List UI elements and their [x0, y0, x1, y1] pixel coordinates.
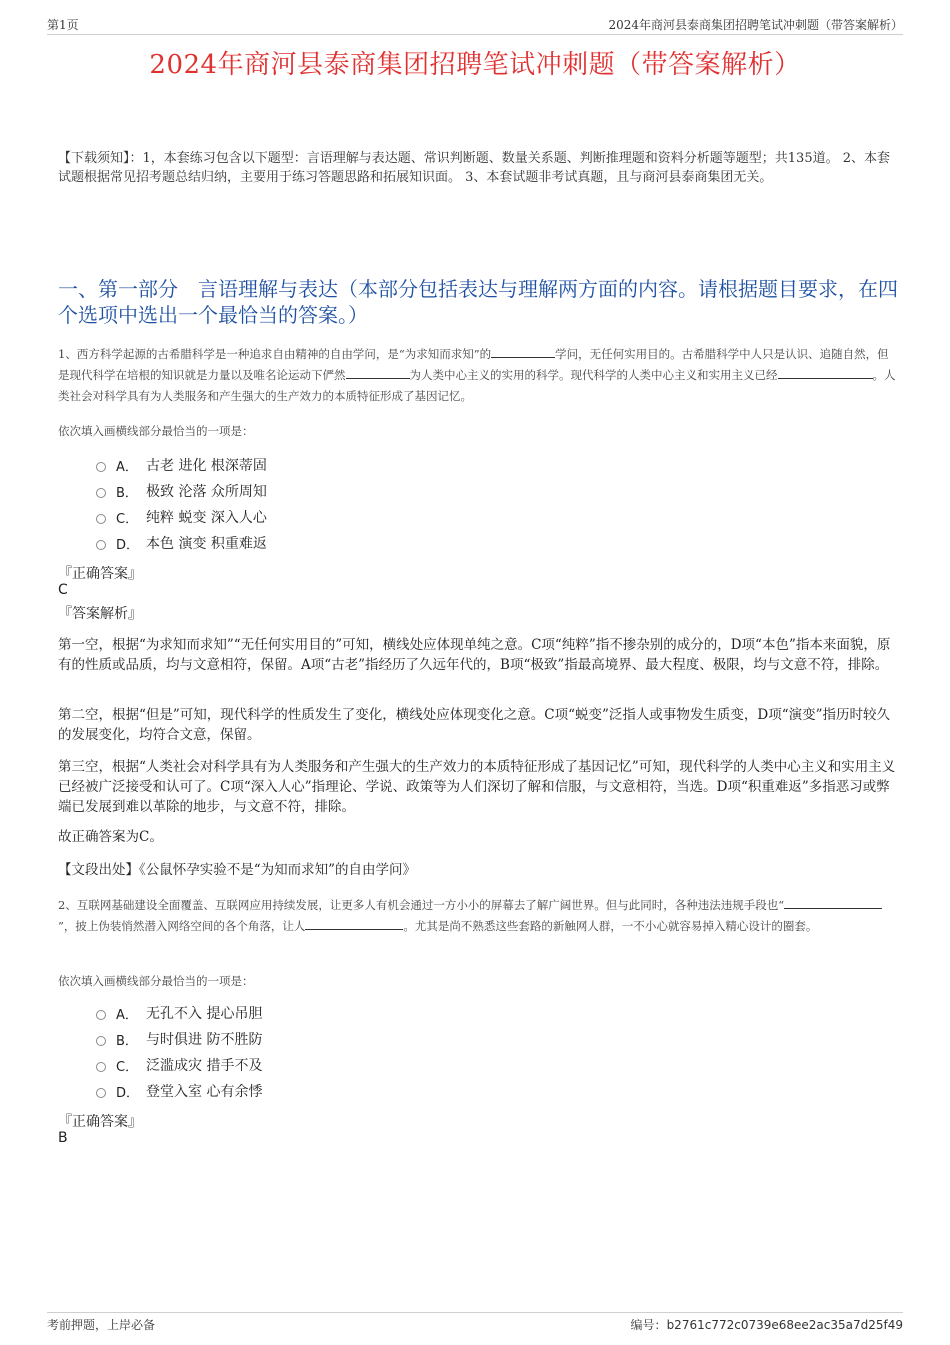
option-c[interactable]: C． 纯粹 蜕变 深入人心	[96, 504, 267, 530]
option-a[interactable]: A． 无孔不入 提心吊胆	[96, 1000, 262, 1026]
page-header	[47, 14, 903, 35]
question-1-part-3: 为人类中心主义的实用的科学。现代科学的人类中心主义和实用主义已经	[409, 368, 778, 382]
answer-value: B	[58, 1130, 68, 1146]
answer-label: 『正确答案』	[58, 566, 142, 582]
source-note: 【文段出处】《公鼠怀孕实验不是“为知而求知”的自由学问》	[58, 862, 417, 878]
blank-1	[491, 345, 555, 358]
footer-slogan: 考前押题，上岸必备	[47, 1318, 156, 1332]
option-a[interactable]: A． 古老 进化 根深蒂固	[96, 452, 267, 478]
radio-icon[interactable]	[96, 1088, 106, 1098]
question-2-options	[96, 1000, 262, 1104]
question-1-hint: 依次填入画横线部分最恰当的一项是：	[58, 424, 254, 438]
radio-icon[interactable]	[96, 488, 106, 498]
blank-1	[784, 896, 882, 909]
header-title: 2024年商河县泰商集团招聘笔试冲刺题（带答案解析）	[608, 18, 903, 32]
question-1-part-4: 。人类社会对科学具有为人类服务和产生强大的生产效力的本质特征形成了基因记忆。	[58, 368, 896, 403]
question-1-text	[58, 344, 898, 407]
radio-icon[interactable]	[96, 462, 106, 472]
blank-2	[305, 917, 403, 930]
analysis-paragraph-3: 第三空，根据“人类社会对科学具有为人类服务和产生强大的生产效力的本质特征形成了基因记忆”可知，现代科学的人类中心主义和实用主义已经被广泛接受和认可了。C项“深入人心”指理论、学说、政策等为人们深切了解和信服，与文意相符，当选。D项“积重难返”多指恶习或弊端已发展到难以革除的地步，与文意不符，排除。	[58, 759, 896, 815]
radio-icon[interactable]	[96, 1036, 106, 1046]
document-title: 2024年商河县泰商集团招聘笔试冲刺题（带答案解析）	[149, 50, 801, 80]
code-value: b2761c772c0739e68ee2ac35a7d25f49	[666, 1318, 903, 1332]
analysis-label: 『答案解析』	[58, 606, 142, 622]
radio-icon[interactable]	[96, 1010, 106, 1020]
question-2-part-1: 2、互联网基础建设全面覆盖、互联网应用持续发展，让更多人有机会通过一方小小的屏幕去了解广阔世界。但与此同时，各种违法违规手段也“	[58, 898, 785, 912]
question-1-part-1: 1、西方科学起源的古希腊科学是一种追求自由精神的自由学问，是“为求知而求知”的	[58, 347, 492, 361]
question-2-text	[58, 895, 898, 937]
option-c[interactable]: C． 泛滥成灾 措手不及	[96, 1052, 262, 1078]
option-d[interactable]: D． 本色 演变 积重难返	[96, 530, 267, 556]
blank-2	[346, 366, 410, 379]
radio-icon[interactable]	[96, 1062, 106, 1072]
analysis-paragraph-1: 第一空，根据“为求知而求知”“无任何实用目的”可知，横线处应体现单纯之意。C项“纯粹”指不掺杂别的成分的，D项“本色”指本来面貌，原有的性质或品质，均与文意相符，保留。A项“古老”指经历了久远年代的，B项“极致”指最高境界、最大程度、极限，均与文意不符，排除。	[58, 637, 891, 673]
option-d[interactable]: D． 登堂入室 心有余悸	[96, 1078, 262, 1104]
question-1-options	[96, 452, 267, 556]
radio-icon[interactable]	[96, 540, 106, 550]
page-number: 第1页	[47, 18, 79, 32]
question-2-hint: 依次填入画横线部分最恰当的一项是：	[58, 974, 254, 988]
option-b[interactable]: B． 极致 沦落 众所周知	[96, 478, 267, 504]
analysis-paragraph-2: 第二空，根据“但是”可知，现代科学的性质发生了变化，横线处应体现变化之意。C项“蜕变”泛指人或事物发生质变，D项“演变”指历时较久的发展变化，均符合文意，保留。	[58, 707, 891, 743]
page-footer	[47, 1312, 903, 1333]
download-notice: 【下载须知】：1，本套练习包含以下题型：言语理解与表达题、常识判断题、数量关系题、判断推理题和资料分析题等题型；共135道。 2、本套试题根据常见招考题总结归纳，主要用于练习答题思路和拓展知识面。 3、本套试题非考试真题，且与商河县泰商集团无关。	[58, 151, 890, 185]
code-label: 编号：	[630, 1318, 667, 1332]
footer-code	[631, 1316, 903, 1333]
radio-icon[interactable]	[96, 514, 106, 524]
answer-label: 『正确答案』	[58, 1114, 142, 1130]
analysis-conclusion: 故正确答案为C。	[58, 829, 163, 845]
question-1-part-2: 学问，无任何实用目的。古希腊科学中人只是认识、追随自然，但是现代科学在培根的知识就是力量以及唯名论运动下俨然	[58, 347, 889, 382]
option-b[interactable]: B． 与时俱进 防不胜防	[96, 1026, 262, 1052]
question-2-part-3: 。尤其是尚不熟悉这些套路的新触网人群，一不小心就容易掉入精心设计的圈套。	[403, 919, 818, 933]
section-title: 一、第一部分 言语理解与表达（本部分包括表达与理解两方面的内容。请根据题目要求，在四个选项中选出一个最恰当的答案。）	[58, 277, 898, 327]
answer-value: C	[58, 582, 68, 598]
question-2-part-2: ”，披上伪装悄然潜入网络空间的各个角落，让人	[58, 919, 306, 933]
blank-3	[778, 366, 873, 379]
